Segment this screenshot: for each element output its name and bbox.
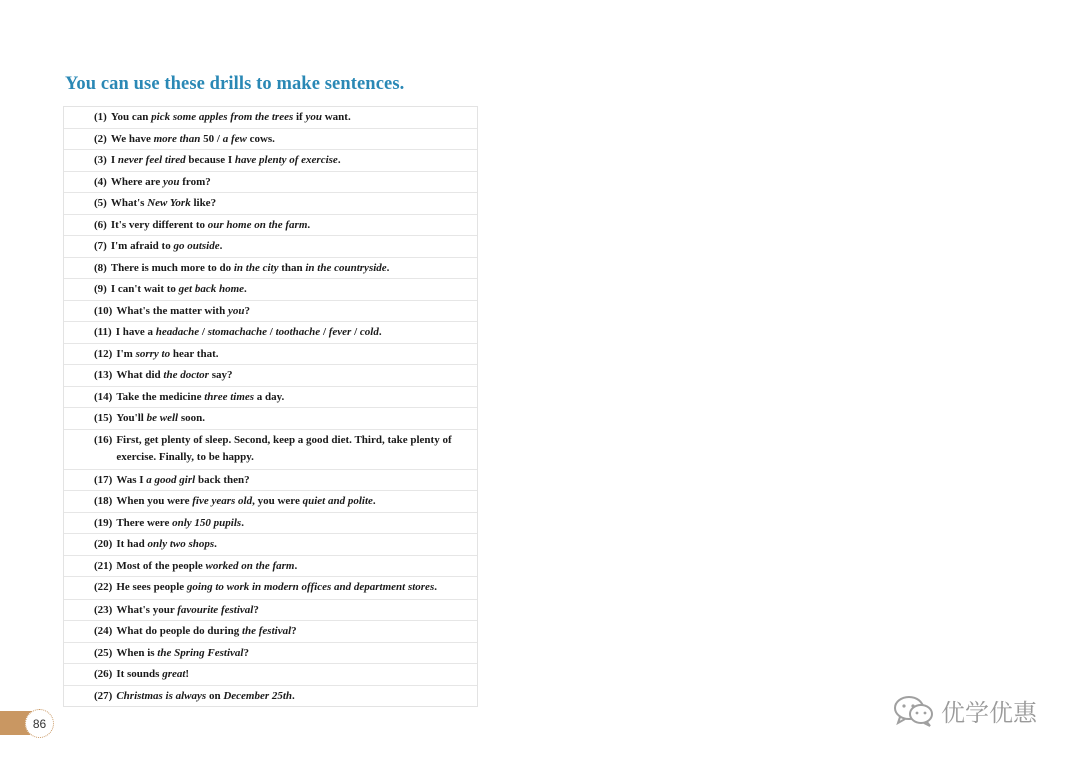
drill-item [64, 129, 477, 151]
drill-text: What's your favourite festival? [116, 603, 259, 616]
drill-item [64, 491, 477, 513]
drill-number: (20) [94, 538, 113, 550]
drill-text: I'm sorry to hear that. [116, 347, 219, 360]
drill-item [64, 279, 477, 301]
drill-number: (4) [94, 175, 107, 188]
drill-number: (8) [94, 261, 107, 274]
page-heading: You can use these drills to make sentences. [65, 74, 405, 94]
drill-text: He sees people going to work in modern offices and department stores. [116, 581, 437, 593]
drill-number: (10) [94, 304, 113, 317]
drill-item [64, 150, 477, 172]
drill-number: (6) [94, 218, 107, 231]
drill-item [64, 236, 477, 258]
drill-number: (12) [94, 347, 113, 360]
drill-item [64, 301, 477, 323]
drill-item [64, 556, 477, 578]
drill-item [64, 215, 477, 237]
drill-number: (1) [94, 111, 107, 123]
drill-item [64, 686, 477, 707]
drill-text: It sounds great! [116, 668, 190, 680]
drill-number: (24) [94, 625, 113, 637]
drill-number: (9) [94, 283, 107, 295]
drill-number: (17) [94, 473, 113, 486]
drill-number: (26) [94, 668, 113, 680]
drill-item [64, 408, 477, 430]
drill-item [64, 322, 477, 344]
drill-item [64, 365, 477, 387]
drill-item [64, 621, 477, 643]
drill-item [64, 470, 477, 492]
drill-text: Christmas is always on December 25th. [116, 689, 295, 702]
drill-number: (14) [94, 390, 113, 403]
drill-item [64, 387, 477, 409]
drill-number: (16) [94, 433, 113, 446]
drill-number: (27) [94, 689, 113, 702]
drill-number: (15) [94, 412, 113, 424]
drill-item [64, 577, 477, 600]
drill-number: (18) [94, 495, 113, 507]
drill-number: (19) [94, 516, 113, 529]
drill-item [64, 600, 477, 622]
drill-number: (2) [94, 132, 107, 145]
watermark [893, 693, 1037, 728]
drill-text: Most of the people worked on the farm. [116, 559, 298, 572]
drill-number: (25) [94, 646, 113, 659]
drill-item [64, 193, 477, 215]
wechat-icon [893, 694, 935, 728]
drill-text: I have a headache / stomachache / toothache / fever / cold. [115, 326, 382, 338]
drill-text: Where are you from? [110, 175, 211, 188]
watermark-text: 优学优惠 [941, 699, 1037, 727]
drill-text: You'll be well soon. [116, 412, 205, 424]
drill-text: Take the medicine three times a day. [116, 390, 285, 403]
drill-item [64, 430, 477, 470]
drill-text: It had only two shops. [116, 538, 217, 550]
drill-text: What do people do during the festival? [116, 625, 297, 637]
drill-text: What did the doctor say? [116, 369, 233, 381]
drill-item [64, 534, 477, 556]
drill-number: (11) [94, 326, 112, 338]
drill-text: What's New York like? [110, 197, 217, 209]
drill-list [63, 106, 478, 707]
drill-item [64, 172, 477, 194]
drill-item [64, 107, 477, 129]
drill-number: (21) [94, 559, 113, 572]
drill-number: (22) [94, 581, 113, 593]
drill-text: It's very different to our home on the farm. [110, 218, 311, 231]
drill-text: There is much more to do in the city than in the countryside. [110, 261, 390, 274]
drill-item [64, 258, 477, 280]
drill-item [64, 513, 477, 535]
drill-text: I never feel tired because I have plenty of exercise. [110, 154, 341, 166]
drill-text: When you were five years old, you were quiet and polite. [116, 495, 376, 507]
drill-text: I'm afraid to go outside. [110, 240, 223, 252]
drill-text: We have more than 50 / a few cows. [110, 132, 275, 145]
drill-item [64, 344, 477, 366]
drill-number: (7) [94, 240, 107, 252]
drill-number: (3) [94, 154, 107, 166]
drill-text: You can pick some apples from the trees if you want. [110, 111, 351, 123]
drill-item [64, 643, 477, 665]
drill-text: When is the Spring Festival? [116, 646, 249, 659]
drill-text: Was I a good girl back then? [116, 473, 250, 486]
drill-number: (5) [94, 197, 107, 209]
drill-text: What's the matter with you? [116, 304, 250, 317]
drill-text: First, get plenty of sleep. Second, keep a good diet. Third, take plenty of exercise. Finally, to be happy. [116, 433, 452, 463]
drill-item [64, 664, 477, 686]
page-number: 86 [25, 709, 54, 738]
drill-text: I can't wait to get back home. [110, 283, 247, 295]
drill-number: (13) [94, 369, 113, 381]
drill-number: (23) [94, 603, 113, 616]
drill-text: There were only 150 pupils. [116, 516, 244, 529]
